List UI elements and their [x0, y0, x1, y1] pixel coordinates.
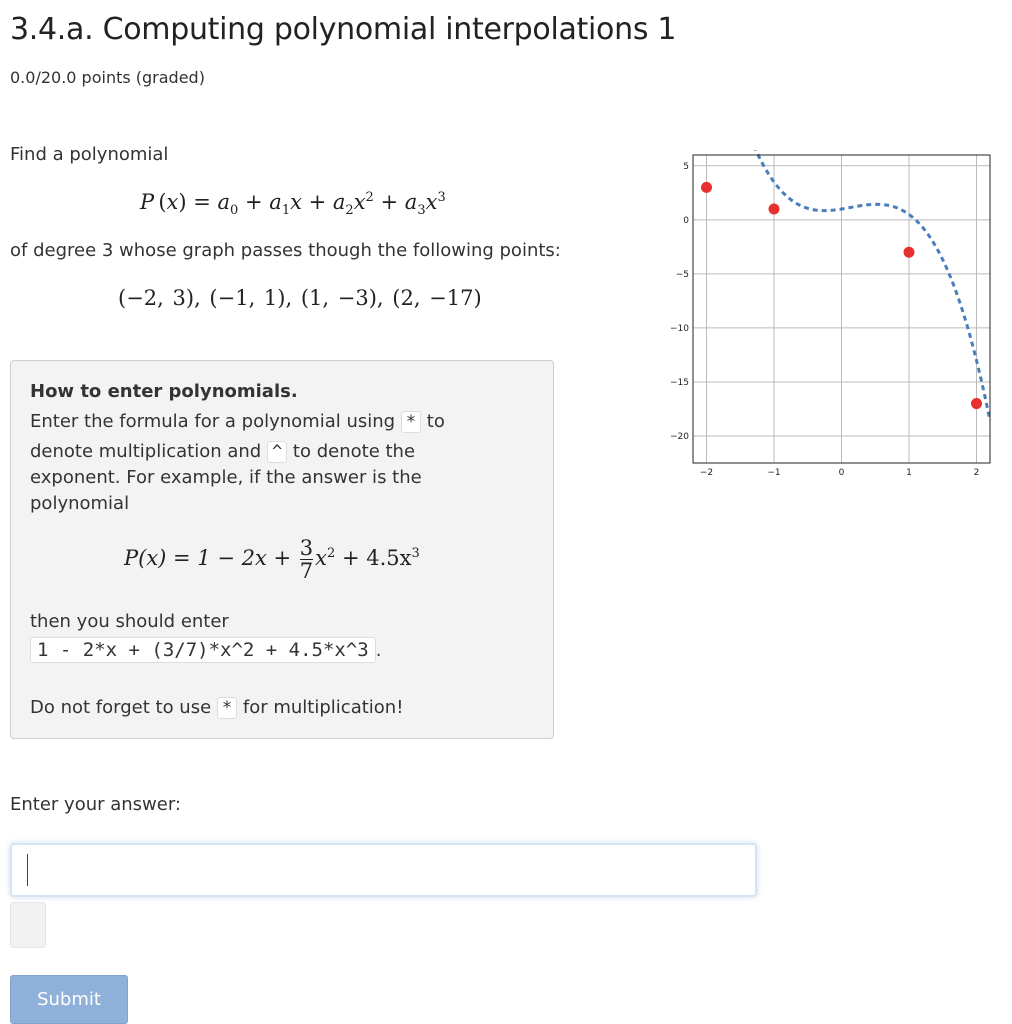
- point-3: (1, −3): [300, 286, 377, 310]
- fraction-denominator: 7: [299, 559, 314, 583]
- text-cursor: [27, 854, 28, 886]
- reminder-text: for multiplication!: [242, 697, 404, 718]
- help-line-4: polynomial: [30, 493, 130, 514]
- help-text: to denote the: [292, 441, 416, 462]
- input-preview-box: [10, 902, 46, 948]
- y-tick-label: −10: [670, 323, 689, 334]
- help-text: denote multiplication and: [30, 441, 262, 462]
- example-code-line: 1 - 2*x + (3/7)*x^2 + 4.5*x^3 .: [30, 639, 381, 661]
- y-tick-label: 5: [683, 161, 689, 172]
- polynomial-chart: [660, 150, 1000, 480]
- help-line-1: [30, 411, 445, 432]
- y-tick-label: −15: [670, 377, 689, 388]
- example-rhs: + 4.5x: [341, 546, 412, 570]
- point-2: (−1, 1): [209, 286, 286, 310]
- x-tick-label: 2: [973, 468, 980, 478]
- point-4: (2, −17): [392, 286, 482, 310]
- example-formula: P(x) = 1 − 2x + $\frac{3}{7}$ $x^2 + 4.5x^3$: [124, 536, 420, 583]
- example-x: x: [315, 546, 327, 570]
- x-tick-label: −2: [699, 468, 714, 478]
- reminder-text: Do not forget to use: [30, 697, 212, 718]
- example-fraction: [300, 537, 313, 582]
- multiply-code: *: [401, 411, 421, 433]
- polynomial-formula: P $(x) = a_0 + a_1x + a_2x^2 + a_3x^3$: [140, 190, 446, 219]
- help-line-2: [30, 441, 415, 462]
- submit-button[interactable]: Submit: [10, 975, 128, 1024]
- points-list: (−2, 3), (−1, 1), (1, −3), (2, −17): [118, 286, 482, 310]
- points-status: 0.0/20.0 points (graded): [10, 68, 205, 87]
- problem-intro: Find a polynomial: [10, 144, 169, 165]
- answer-label: Enter your answer:: [10, 794, 181, 815]
- help-text: to: [426, 411, 445, 432]
- data-point: [769, 204, 780, 215]
- caret-code: ^: [267, 441, 287, 463]
- example-lhs: P(x) = 1 − 2x +: [124, 546, 292, 570]
- page-title: 3.4.a. Computing polynomial interpolations 1: [10, 12, 677, 47]
- then-text: then you should enter: [30, 611, 229, 632]
- x-tick-label: 1: [906, 468, 912, 478]
- help-heading: How to enter polynomials.: [30, 381, 298, 402]
- help-line-3: exponent. For example, if the answer is the: [30, 467, 422, 488]
- reminder-code: *: [217, 697, 237, 719]
- help-text: Enter the formula for a polynomial using: [30, 411, 396, 432]
- x-tick-label: 0: [838, 468, 845, 478]
- y-tick-label: 0: [683, 215, 689, 226]
- x-tick-label: −1: [767, 468, 781, 478]
- reminder-line: [30, 697, 403, 718]
- data-point: [701, 182, 712, 193]
- data-point: [904, 247, 915, 258]
- help-box: [10, 360, 554, 739]
- fraction-numerator: 3: [299, 536, 314, 560]
- y-tick-label: −5: [675, 269, 689, 280]
- data-point: [971, 398, 982, 409]
- answer-input[interactable]: [10, 843, 757, 897]
- y-tick-label: −20: [670, 431, 689, 442]
- example-code: 1 - 2*x + (3/7)*x^2 + 4.5*x^3: [30, 637, 376, 663]
- degree-text: of degree 3 whose graph passes though the following points:: [10, 240, 561, 261]
- point-1: (−2, 3): [118, 286, 195, 310]
